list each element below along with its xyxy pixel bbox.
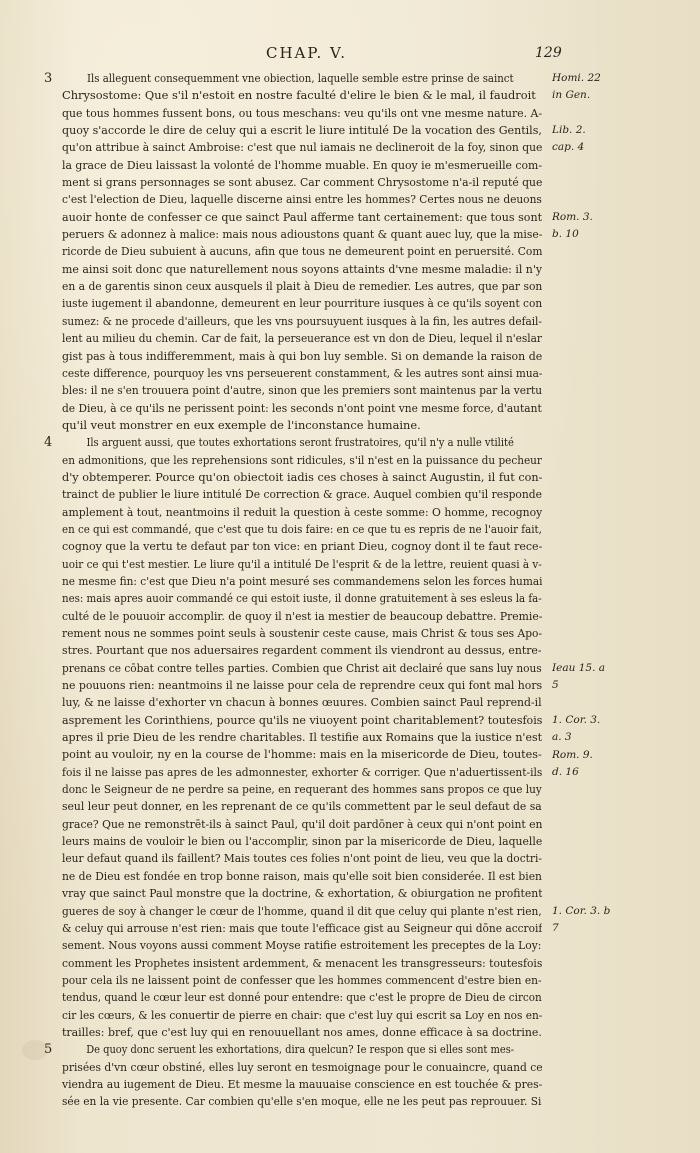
text-line: auoir honte de confesser ce que sainct Paul afferme tant certainement: que tous sont bbox=[62, 209, 543, 224]
paragraph-number: 5 bbox=[44, 1042, 53, 1058]
paper-stain bbox=[22, 1040, 48, 1060]
text-line: viendra au iugement de Dieu. Et mesme la mauuaise conscience en est touchée & pres- bbox=[62, 1076, 543, 1091]
text-line: rement nous ne sommes point seuls à soustenir ceste cause, mais Christ & tous ses Apo- bbox=[62, 626, 543, 640]
margin-note: 1. Cor. 3. bbox=[552, 713, 601, 726]
text-line: en ce qui est commandé, que c'est que tu dois faire: en ce que tu es repris de ne l'auoir fait, bbox=[62, 521, 542, 536]
text-line: c'est l'election de Dieu, laquelle discerne ainsi entre les hommes? Certes nous ne deuons bbox=[62, 192, 542, 207]
text-line: amplement à tout, neantmoins il reduit la question à ceste somme: O homme, recognoy bbox=[62, 504, 543, 519]
text-line: vray que sainct Paul monstre que la doctrine, & exhortation, & obiurgation ne profitent bbox=[62, 886, 543, 901]
paragraph bbox=[44, 70, 543, 434]
text-line: sement. Nous voyons aussi comment Moyse ratifie estroitement les preceptes de la Loy: bbox=[62, 938, 542, 953]
text-line: peruers & adonnez à malice: mais nous adioustons quant & quant auec luy, que la mise- bbox=[62, 227, 542, 242]
text-line: Ils arguent aussi, que toutes exhortations seront frustratoires, qu'il n'y a nulle vtilité bbox=[86, 435, 514, 450]
text-line: Chrysostome: Que s'il n'estoit en nostre faculté d'elire le bien & le mal, il faudroit bbox=[62, 88, 536, 103]
text-line: comment les Prophetes insistent ardemment, & menacent les transgresseurs: toutesfois bbox=[62, 955, 542, 970]
margin-note: 7 bbox=[552, 922, 559, 935]
text-line: donc le Seigneur de ne perdre sa peine, en requerant des hommes sans propos ce que luy bbox=[62, 782, 542, 797]
text-line: sumez: & ne procede d'ailleurs, que les vns poursuyuent iusques à la fin, les autres defail- bbox=[62, 313, 542, 328]
paragraph-number: 3 bbox=[44, 71, 53, 86]
text-line: gist pas à tous indifferemment, mais à qui bon luy semble. Si on demande la raison de bbox=[62, 348, 543, 363]
text-line: gueres de soy à changer le cœur de l'homme, quand il dit que celuy qui plante n'est rien, bbox=[62, 903, 542, 918]
text-line: en admonitions, que les reprehensions sont ridicules, s'il n'est en la puissance du pecheur bbox=[62, 452, 542, 467]
text-line: luy, & ne laisse d'exhorter vn chacun à bonnes œuures. Combien sainct Paul reprend-il bbox=[62, 695, 542, 710]
text-line: trainct de publier le liure intitulé De correction & grace. Auquel combien qu'il responde bbox=[62, 487, 542, 502]
page-number: 129 bbox=[535, 45, 562, 61]
text-line: & celuy qui arrouse n'est rien: mais que toute l'efficace gist au Seigneur qui dōne accroif bbox=[62, 920, 542, 935]
text-line: qu'il veut monstrer en eux exemple de l'inconstance humaine. bbox=[62, 417, 421, 432]
text-line: trailles: bref, que c'est luy qui en renouuellant nos ames, donne efficace à sa doctrine. bbox=[62, 1024, 542, 1039]
text-line: pour cela ils ne laissent point de confesser que les hommes commencent d'estre bien en- bbox=[62, 972, 542, 987]
margin-note: Rom. 9. bbox=[552, 748, 593, 761]
margin-note: Rom. 3. bbox=[552, 210, 593, 223]
text-line: cir les cœurs, & les conuertir de pierre en chair: que c'est luy qui escrit sa Loy en nos en- bbox=[62, 1007, 543, 1022]
text-line: ceste difference, pourquoy les vns perseuerent constamment, & les autres sont ainsi mua- bbox=[62, 365, 543, 380]
text-line: leur defaut quand ils faillent? Mais toutes ces folies n'ont point de lieu, veu que la doctri- bbox=[62, 851, 542, 866]
text-line: fois il ne laisse pas apres de les admonnester, exhorter & corriger. Que n'aduertissent-ils bbox=[62, 764, 543, 779]
text-line: uoir ce qui t'est mestier. Le liure qu'il a intitulé De l'esprit & de la lettre, reuient quasi à v- bbox=[62, 556, 542, 571]
margin-note: Lib. 2. bbox=[552, 124, 586, 137]
text-line: sée en la vie presente. Car combien qu'elle s'en moque, elle ne les peut pas reprouuer. Si bbox=[62, 1094, 542, 1109]
text-line: ne mesme fin: c'est que Dieu n'a point mesuré ses commandemens selon les forces humai bbox=[62, 573, 543, 588]
text-line: stres. Pourtant que nos aduersaires regardent comment ils viendront au dessus, entre- bbox=[62, 643, 542, 658]
text-line: culté de le pouuoir accomplir. de quoy il n'est ia mestier de beaucoup debattre. Premie- bbox=[62, 608, 543, 623]
text-line: leurs mains de vouloir le bien ou l'accomplir, sinon par la misericorde de Dieu, laquelle bbox=[62, 834, 542, 849]
running-title: CHAP. V. bbox=[266, 44, 347, 62]
paragraph-number: 4 bbox=[44, 435, 53, 451]
margin-note: Homi. 22 bbox=[552, 72, 601, 84]
text-line: ment si grans personnages se sont abusez. Car comment Chrysostome n'a-il reputé que bbox=[62, 175, 543, 190]
margin-note: 1. Cor. 3. b bbox=[552, 904, 611, 917]
text-line: de Dieu, à ce qu'ils ne perissent point: les seconds n'ont point vne mesme force, d'autant bbox=[62, 400, 542, 415]
text-line: apres il prie Dieu de les rendre charitables. Il testifie aux Romains que la iustice n'est bbox=[62, 730, 543, 745]
text-line: prisées d'vn cœur obstiné, elles luy seront en tesmoignage pour le conuaincre, quand ce bbox=[62, 1059, 543, 1074]
margin-note: a. 3 bbox=[552, 731, 572, 744]
text-line: point au vouloir, ny en la course de l'homme: mais en la misericorde de Dieu, toutes- bbox=[62, 747, 542, 762]
page-header bbox=[0, 44, 700, 68]
text-line: cognoy que la vertu te defaut par ton vice: en priant Dieu, cognoy dont il te faut rece- bbox=[62, 539, 543, 554]
text-line: ne de Dieu est fondée en trop bonne raison, mais qu'elle soit bien considerée. Il est bien bbox=[62, 868, 542, 883]
text-line: lent au milieu du chemin. Car de fait, la perseuerance est vn don de Dieu, lequel il n'eslar bbox=[62, 331, 542, 346]
main-text-column bbox=[44, 70, 543, 1111]
margin-note: in Gen. bbox=[552, 89, 591, 102]
text-line: d'y obtemperer. Pource qu'on obiectoit iadis ces choses à sainct Augustin, il fut con- bbox=[62, 469, 543, 484]
text-line: Ils alleguent consequemment vne obiection, laquelle semble estre prinse de sainct bbox=[87, 71, 514, 85]
paragraph bbox=[44, 1041, 543, 1110]
text-line: ricorde de Dieu subuient à aucuns, afin que tous ne demeurent point en peruersité. Com bbox=[62, 244, 543, 259]
text-line: De quoy donc seruent les exhortations, dira quelcun? Ie respon que si elles sont mes- bbox=[86, 1042, 515, 1057]
text-line: en a de garentis sinon ceux ausquels il plait à Dieu de remedier. Les autres, que par son bbox=[62, 279, 542, 294]
margin-note: 5 bbox=[552, 679, 559, 692]
text-line: seul leur peut donner, en les reprenant de ce qu'ils commettent par le seul defaut de sa bbox=[62, 799, 542, 814]
margin-note: b. 10 bbox=[552, 228, 579, 241]
text-line: iuste iugement il abandonne, demeurent en leur pourriture iusques à ce qu'ils soyent con bbox=[62, 296, 543, 311]
text-line: tendus, quand le cœur leur est donné pour entendre: que c'est le propre de Dieu de circon bbox=[62, 990, 542, 1005]
margin-note: Ieau 15. a bbox=[552, 661, 606, 674]
text-line: la grace de Dieu laissast la volonté de l'homme muable. En quoy ie m'esmerueille com- bbox=[62, 157, 542, 172]
margin-note: d. 16 bbox=[552, 766, 579, 778]
text-line: prenans ce cōbat contre telles parties. Combien que Christ ait declairé que sans luy nous bbox=[62, 660, 542, 675]
margin-note: cap. 4 bbox=[552, 141, 585, 154]
text-line: nes: mais apres auoir commandé ce qui estoit iuste, il donne gratuitement à ses esleus la fa- bbox=[62, 591, 542, 606]
text-line: quoy s'accorde le dire de celuy qui a escrit le liure intitulé De la vocation des Gentils, bbox=[62, 123, 542, 138]
text-line: qu'on attribue à sainct Ambroise: c'est que nul iamais ne declineroit de la foy, sinon que bbox=[62, 140, 542, 155]
text-line: asprement les Corinthiens, pource qu'ils ne viuoyent point charitablement? toutesfois bbox=[62, 712, 543, 727]
text-line: ne pouuons rien: neantmoins il ne laisse pour cela de reprendre ceux qui font mal hors bbox=[62, 678, 542, 693]
text-line: que tous hommes fussent bons, ou tous meschans: veu qu'ils ont vne mesme nature. A- bbox=[62, 105, 542, 120]
text-line: grace? Que ne remonstrēt-ils à sainct Paul, qu'il doit pardōner à ceux qui n'ont point en bbox=[62, 816, 543, 831]
text-line: bles: il ne s'en trouuera point d'autre, sinon que les premiers sont maintenus par la vertu bbox=[62, 383, 542, 398]
text-line: me ainsi soit donc que naturellement nous soyons attaints d'vne mesme maladie: il n'y bbox=[62, 261, 542, 276]
paragraph bbox=[44, 434, 543, 1041]
